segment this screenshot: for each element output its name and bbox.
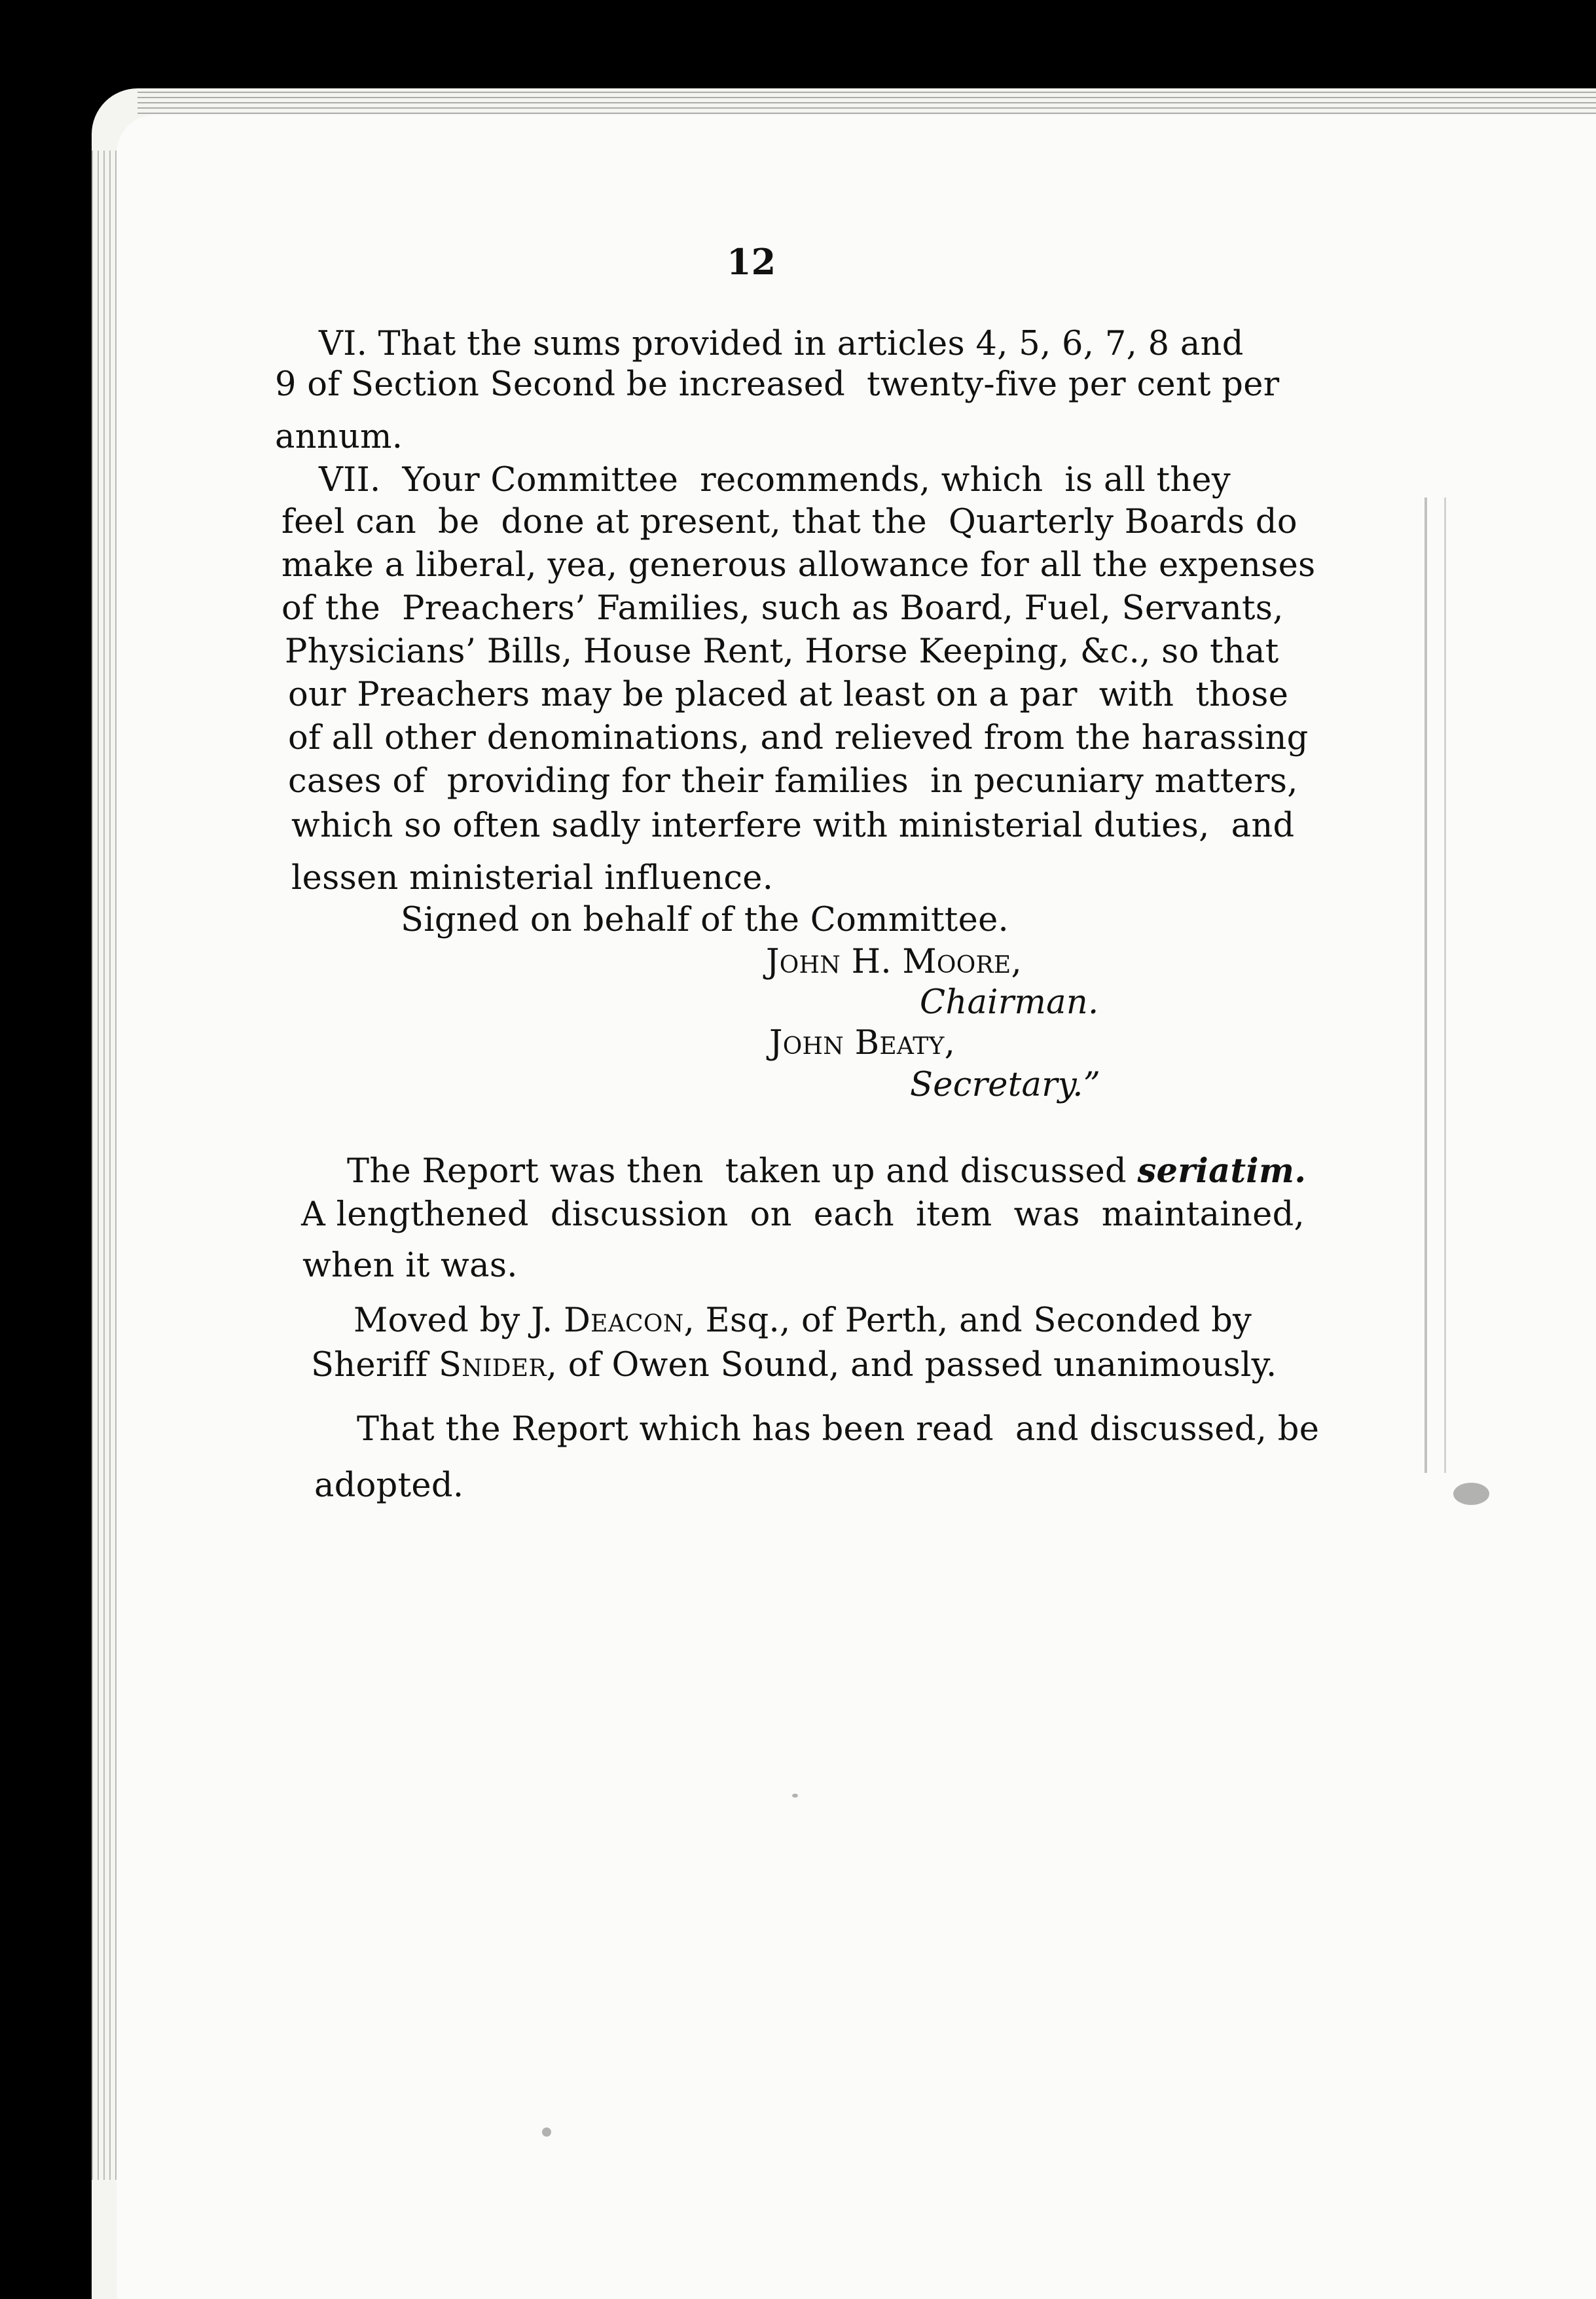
article-vi-line: annum. xyxy=(275,418,403,456)
resolution-line: adopted. xyxy=(314,1466,464,1505)
motion-text: Sheriff xyxy=(311,1346,439,1385)
article-vii-line: our Preachers may be placed at least on a par with those xyxy=(288,676,1289,714)
seconder-name: Snider xyxy=(439,1346,547,1385)
chairman-name: John H. Moore, xyxy=(766,943,1023,981)
signed-line: Signed on behalf of the Committee. xyxy=(401,901,1009,939)
article-vii-line: cases of providing for their families in pecuniary matters, xyxy=(288,762,1298,801)
article-vii-line: of all other denominations, and relieved from the harassing xyxy=(288,719,1309,757)
chairman-title: Chairman. xyxy=(920,983,1099,1022)
motion-text: Moved by J. xyxy=(354,1301,564,1340)
article-vii-line: feel can be done at present, that the Quarterly Boards do xyxy=(281,503,1297,541)
secretary-title: Secretary.” xyxy=(910,1066,1101,1104)
article-vii-line: make a liberal, yea, generous allowance for all the expenses xyxy=(281,546,1316,585)
article-vii-line: of the Preachers’ Families, such as Board, Fuel, Servants, xyxy=(281,589,1284,628)
page-number: 12 xyxy=(727,241,776,283)
report-line: when it was. xyxy=(302,1246,518,1285)
resolution-line: That the Report which has been read and discussed, be xyxy=(357,1410,1320,1449)
motion-text: , Esq., of Perth, and Seconded by xyxy=(683,1301,1252,1340)
article-vi-line: 9 of Section Second be increased twenty-five per cent per xyxy=(275,365,1280,404)
report-line: A lengthened discussion on each item was maintained, xyxy=(301,1195,1305,1234)
motion-text: , of Owen Sound, and passed unanimously. xyxy=(546,1346,1277,1385)
article-vi-line: VI. That the sums provided in articles 4, 5, 6, 7, 8 and xyxy=(319,325,1244,363)
report-text: The Report was then taken up and discussed xyxy=(347,1152,1138,1191)
report-line xyxy=(347,1151,1307,1191)
article-vii-line: lessen ministerial influence. xyxy=(291,859,774,897)
article-vii-line: which so often sadly interfere with ministerial duties, and xyxy=(291,806,1295,845)
motion-line xyxy=(311,1346,1277,1385)
article-vii-line: VII. Your Committee recommends, which is all they xyxy=(319,461,1231,499)
seriatim-term: seriatim. xyxy=(1137,1151,1307,1191)
article-vii-line: Physicians’ Bills, House Rent, Horse Keeping, &c., so that xyxy=(285,632,1279,671)
motion-line xyxy=(354,1301,1252,1340)
mover-name: Deacon xyxy=(563,1301,684,1340)
secretary-name: John Beaty, xyxy=(769,1024,956,1062)
